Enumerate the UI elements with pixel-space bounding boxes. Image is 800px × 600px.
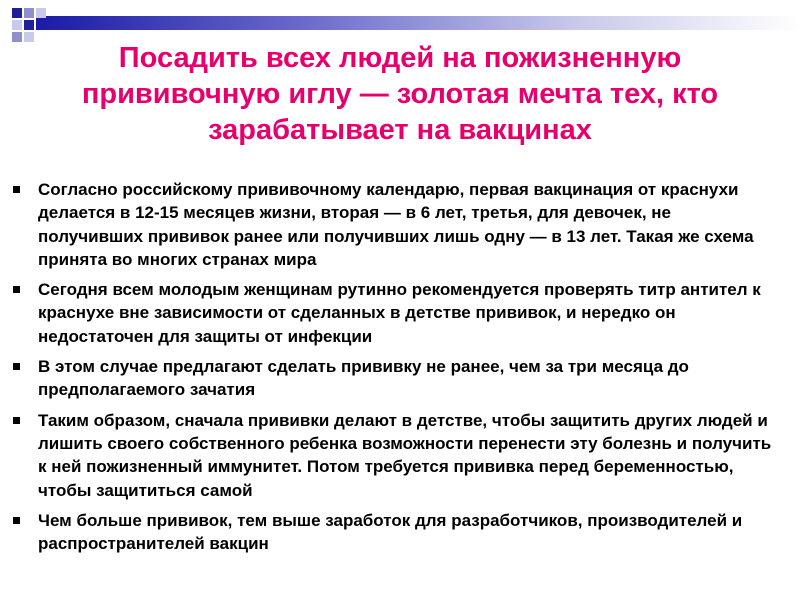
decor-square: [24, 8, 34, 18]
square-bullet-icon: [13, 286, 20, 293]
bullet-text: В этом случае предлагают сделать прививку не ранее, чем за три месяца до предполагаемого зачатия: [38, 357, 689, 400]
decorative-header-bar: [0, 0, 800, 40]
bullet-text: Согласно российскому прививочному календарю, первая вакцинация от краснухи делается в 12-15 месяцев жизни, вторая — в 6 лет, третья, для девочек, не получивших прививок ранее или получивших лишь одну — в 13 лет. Такая же схема принята во многих странах мира: [38, 180, 754, 269]
gradient-strip: [36, 16, 800, 30]
bullet-text: Чем больше прививок, тем выше заработок для разработчиков, производителей и распространителей вакцин: [38, 510, 743, 554]
decor-square: [12, 20, 22, 30]
decor-square: [24, 20, 34, 30]
square-bullet-icon: [13, 186, 20, 193]
bullet-text: Таким образом, сначала прививки делают в детстве, чтобы защитить других людей и лишить своего собственного ребенка возможности перенести эту болезнь и получить к ней пожизненный иммунитет. Потом требуется прививка перед беременностью, чтобы защититься самой: [38, 410, 772, 500]
square-bullet-icon: [13, 417, 20, 424]
slide-title: Посадить всех людей на пожизненную прививочную иглу — золотая мечта тех, кто зарабатывает на вакцинах: [81, 42, 719, 146]
list-item: [10, 278, 780, 348]
list-item: [10, 355, 780, 402]
decor-square: [12, 8, 22, 18]
square-bullet-icon: [13, 517, 20, 524]
bullet-text: Сегодня всем молодым женщинам рутинно рекомендуется проверять титр антител к краснухе вне зависимости от сделанных в детстве прививок, и нередко он недостаточен для защиты от инфекции: [38, 280, 761, 346]
decor-square: [12, 32, 22, 42]
square-bullet-icon: [13, 363, 20, 370]
list-item: [10, 178, 780, 271]
decor-square: [36, 8, 46, 18]
list-item: [10, 409, 780, 502]
bullet-list: [10, 178, 780, 562]
list-item: [10, 509, 780, 556]
